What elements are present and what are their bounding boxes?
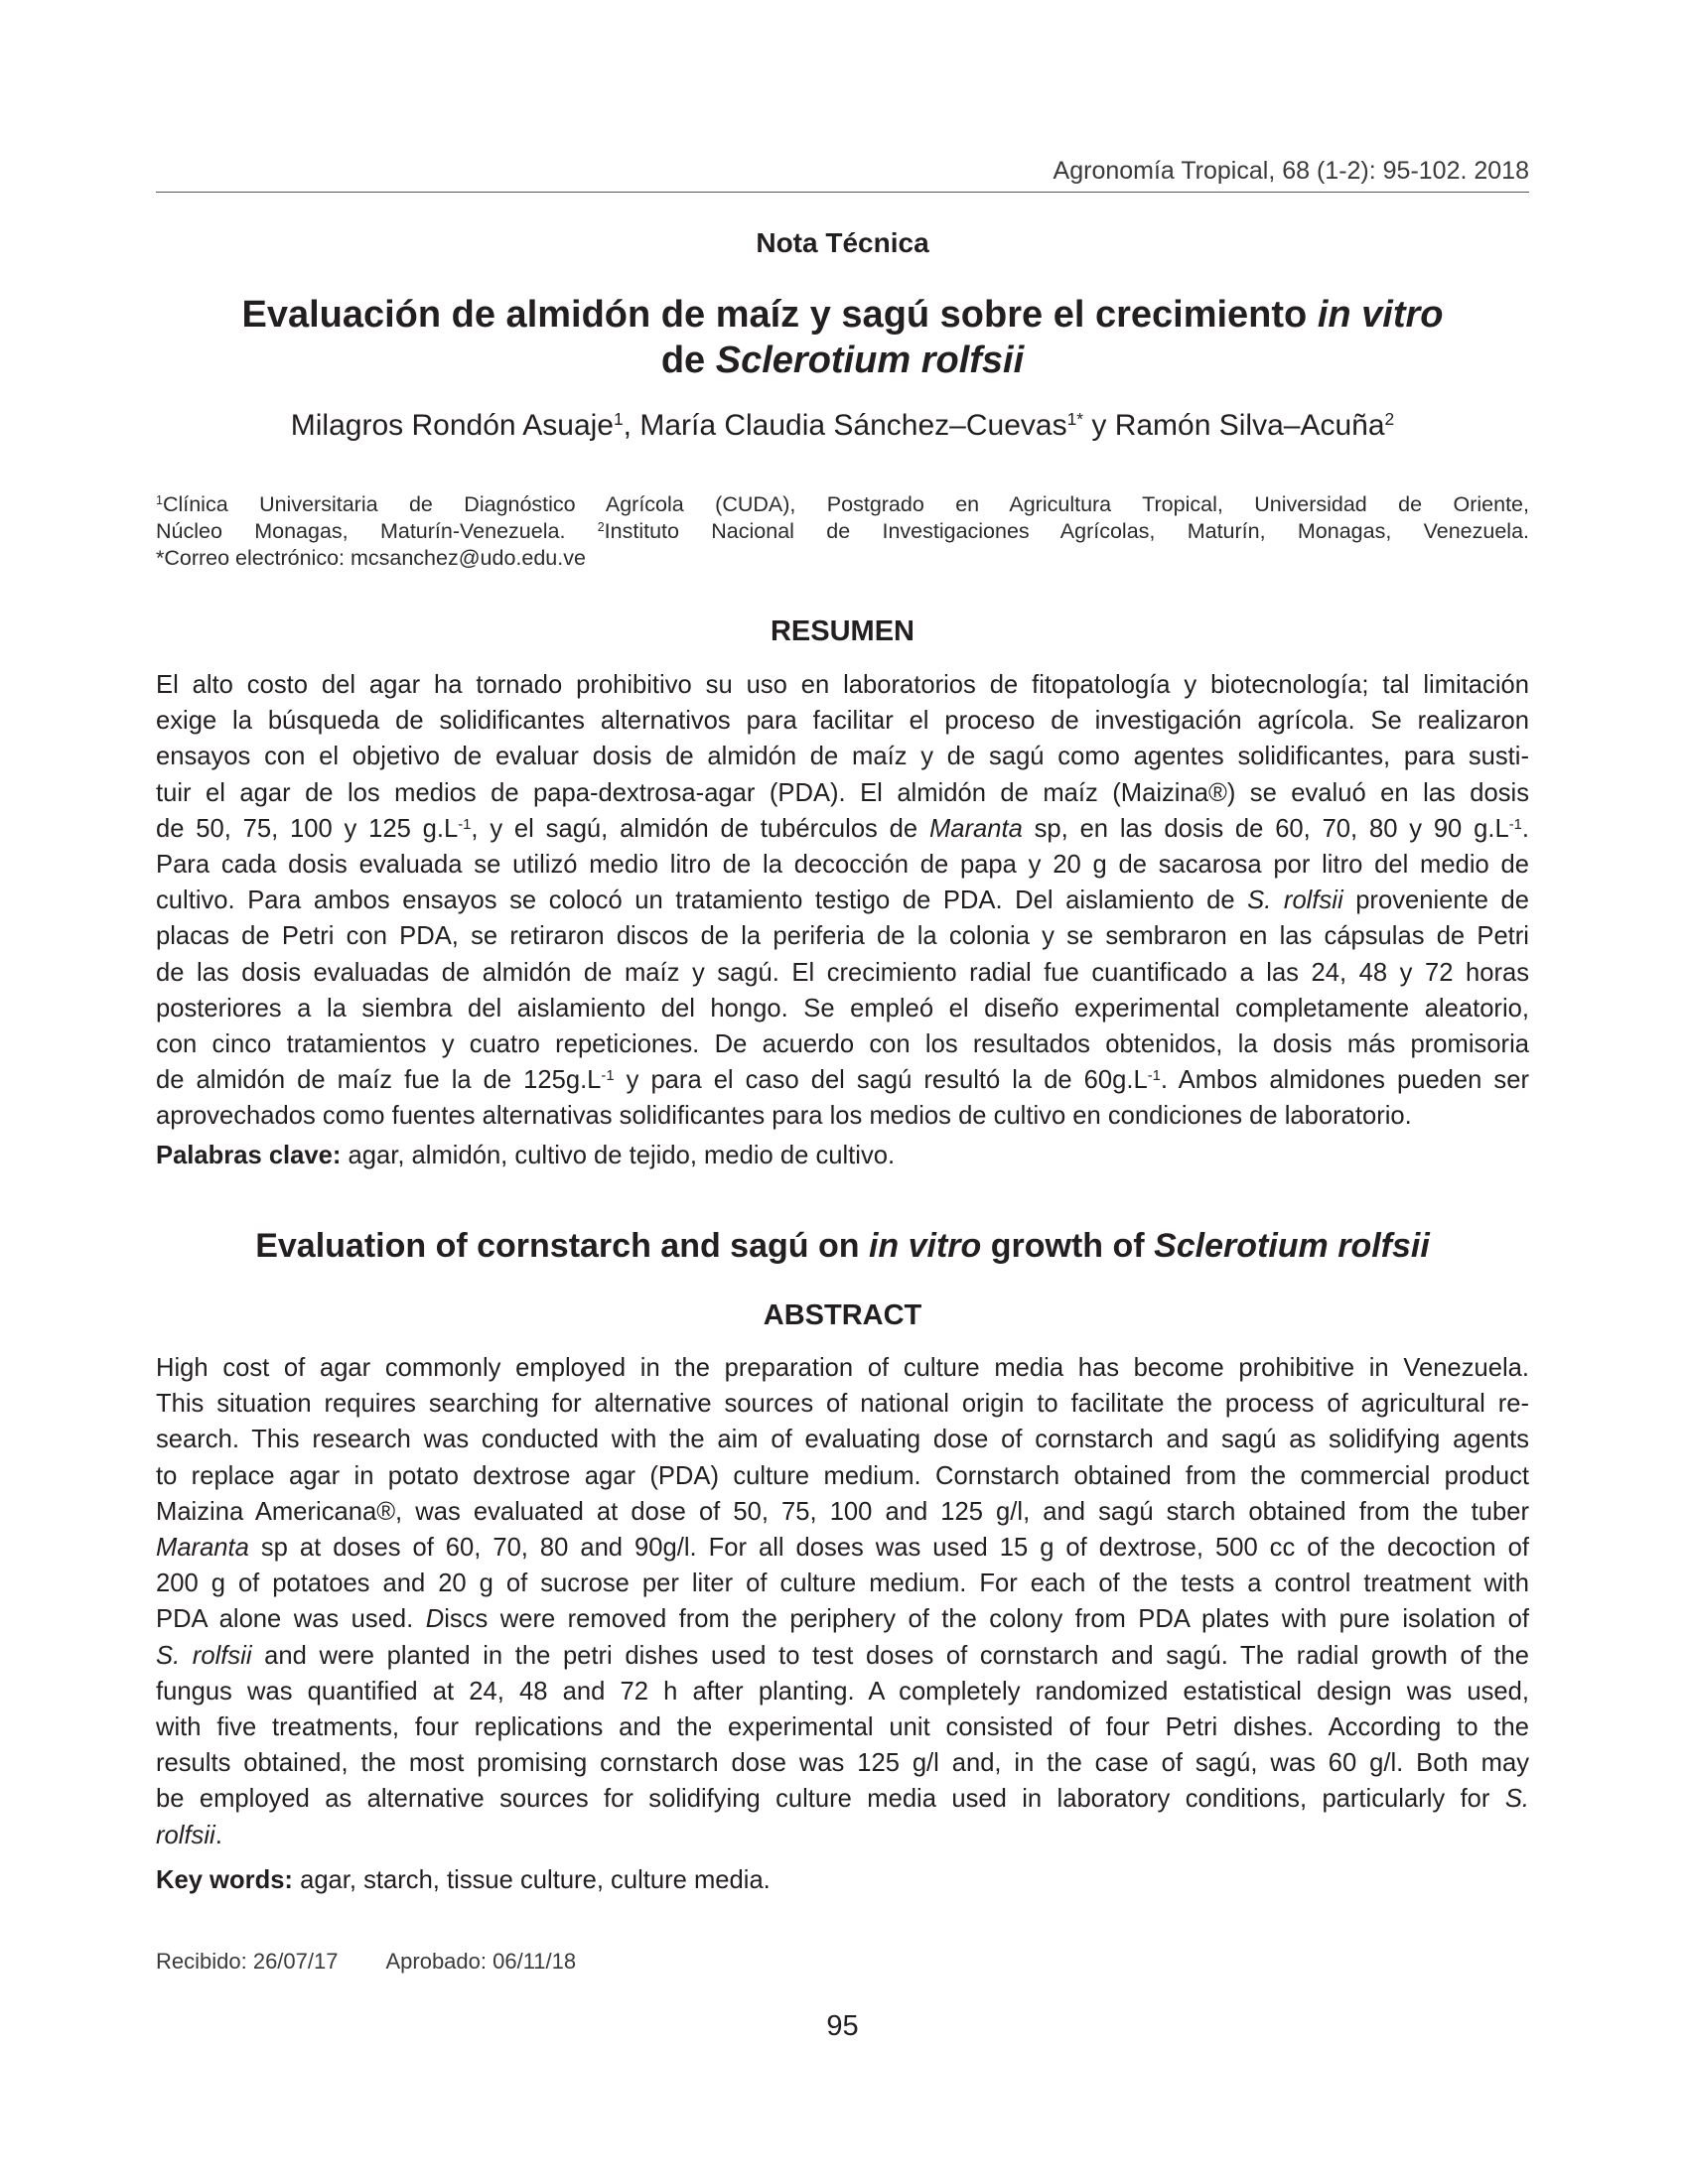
resumen-body: [156, 667, 1529, 1135]
text-line: El alto costo del agar ha tornado prohibitivo su uso en laboratorios de fitopatología y biotecnología; tal limitación: [156, 671, 1529, 699]
affiliation-line: Núcleo Monagas, Maturín-Venezuela. $^2$Instituto Nacional de Investigaciones Agrícolas, Maturín, Monagas, Venezuela.: [156, 519, 1530, 543]
author-list: Milagros Rondón Asuaje$^1$, María Claudia Sánchez–Cuevas$^{1*}$ y Ramón Silva–Acuña$^2$: [290, 409, 1395, 442]
abstract-heading: ABSTRACT: [763, 1299, 922, 1331]
text-line: High cost of agar commonly employed in the preparation of culture media has become prohibitive in Venezuela.: [156, 1354, 1529, 1382]
text-line: fungus was quantified at 24, 48 and 72 h after planting. A completely randomized estatistical design was used,: [156, 1677, 1529, 1706]
text-line: cultivo. Para ambos ensayos se colocó un tratamiento testigo de PDA. Del aislamiento de S. rolfsii proveniente de: [156, 887, 1529, 915]
text-line: placas de Petri con PDA, se retiraron discos de la periferia de la colonia y se sembraron en las cápsulas de Petri: [156, 922, 1529, 951]
title-line-2: de Sclerotium rolfsii: [660, 340, 1025, 381]
text-line: exige la búsqueda de solidificantes alternativos para facilitar el proceso de investigación agrícola. Se realizaron: [156, 707, 1529, 736]
affiliations: [156, 491, 1529, 572]
journal-header: Agronomía Tropical, 68 (1-2): 95-102. 2018: [1053, 157, 1529, 185]
text-line: search. This research was conducted with the aim of evaluating dose of cornstarch and sagú as solidifying agents: [156, 1426, 1529, 1454]
text-line: rolfsii.: [156, 1821, 222, 1849]
author-name: Ramón Silva–Acuña: [1114, 409, 1385, 442]
text-line: de 50, 75, 100 y 125 $g.L^{-1}$, y el sagú, almidón de tubérculos de Maranta sp, en las dosis de 60, 70, 80 y 90 $g.L^{-1}$.: [156, 814, 1529, 843]
key-words-label: Key words:: [156, 1866, 293, 1894]
section-label: Nota Técnica: [756, 227, 929, 258]
text-line: Para cada dosis evaluada se utilizó medio litro de la decocción de papa y 20 g de sacarosa por litro del medio de: [156, 851, 1529, 880]
text-line: 200 g of potatoes and 20 g of sucrose per liter of culture medium. For each of the tests a control treatment with: [156, 1570, 1529, 1598]
header-rule: [156, 192, 1529, 193]
text-line: to replace agar in potato dextrose agar (PDA) culture medium. Cornstarch obtained from the commercial product: [156, 1461, 1529, 1490]
text-line: con cinco tratamientos y cuatro repeticiones. De acuerdo con los resultados obtenidos, la dosis más promisoria: [156, 1030, 1529, 1059]
text-line: de almidón de maíz fue la de $125g.L^{-1}$ y para el caso del sagú resultó la de $60g.L^{-1}$. Ambos almidones pueden ser: [156, 1066, 1529, 1095]
text-line: aprovechados como fuentes alternativas solidificantes para los medios de cultivo en condiciones de laboratorio.: [156, 1102, 1412, 1131]
author-affiliation-mark: 1: [613, 409, 624, 430]
text-line: Maizina Americana®, was evaluated at dose of 50, 75, 100 and 125 g/l, and sagú starch obtained from the tuber: [156, 1497, 1529, 1526]
text-line: Maranta sp at doses of 60, 70, 80 and 90g/l. For all doses was used 15 g of dextrose, 500 cc of the decoction of: [156, 1534, 1529, 1563]
palabras-clave-label: Palabras clave:: [156, 1142, 342, 1169]
title-line-1: Evaluación de almidón de maíz y sagú sobre el crecimiento in vitro: [241, 294, 1444, 336]
author-affiliation-mark: 1*: [1066, 409, 1084, 430]
text-line: posteriores a la siembra del aislamiento del hongo. Se empleó el diseño experimental completamente aleatorio,: [156, 994, 1529, 1023]
author-affiliation-mark: 2: [1384, 409, 1395, 430]
author-name: María Claudia Sánchez–Cuevas: [639, 409, 1067, 442]
corresponding-email: *Correo electrónico: mcsanchez@udo.edu.ve: [156, 546, 586, 570]
text-line: S. rolfsii and were planted in the petri dishes used to test doses of cornstarch and sagú. The radial growth of the: [156, 1641, 1530, 1670]
key-words: [156, 1866, 771, 1895]
text-line: tuir el agar de los medios de papa-dextrosa-agar (PDA). El almidón de maíz (Maizina®) se evaluó en las dosis: [156, 778, 1529, 807]
text-line: results obtained, the most promising cornstarch dose was 125 g/l and, in the case of sagú, was 60 g/l. Both may: [156, 1749, 1529, 1778]
text-line: ensayos con el objetivo de evaluar dosis de almidón de maíz y de sagú como agentes solidificantes, para susti-: [156, 743, 1529, 771]
article-title: [156, 292, 1529, 383]
palabras-clave: [156, 1142, 895, 1170]
text-line: with five treatments, four replications and the experimental unit consisted of four Petri dishes. According to the: [156, 1713, 1529, 1742]
key-words-text: agar, starch, tissue culture, culture media.: [292, 1866, 771, 1894]
submission-dates: [156, 1949, 576, 1975]
received-date: Recibido: 26/07/17: [156, 1949, 339, 1974]
palabras-clave-text: agar, almidón, cultivo de tejido, medio de cultivo.: [341, 1142, 896, 1169]
english-title: Evaluation of cornstarch and sagú on in vitro growth of Sclerotium rolfsii: [255, 1227, 1430, 1265]
resumen-heading: RESUMEN: [770, 615, 914, 647]
text-line: de las dosis evaluadas de almidón de maíz y sagú. El crecimiento radial fue cuantificado a las 24, 48 y 72 horas: [156, 958, 1529, 987]
approved-date: Aprobado: 06/11/18: [385, 1949, 577, 1974]
text-line: be employed as alternative sources for solidifying culture media used in laboratory conditions, particularly for S.: [156, 1785, 1529, 1814]
affiliation-line: $^1$Clínica Universitaria de Diagnóstico Agrícola (CUDA), Postgrado en Agricultura Tropical, Universidad de Oriente,: [156, 492, 1529, 516]
abstract-body: [156, 1350, 1529, 1853]
page-number: 95: [826, 2010, 859, 2042]
text-line: This situation requires searching for alternative sources of national origin to facilitate the process of agricultural re-: [156, 1390, 1529, 1419]
author-name: Milagros Rondón Asuaje: [290, 409, 614, 442]
text-line: PDA alone was used. Discs were removed from the periphery of the colony from PDA plates with pure isolation of: [156, 1605, 1530, 1634]
